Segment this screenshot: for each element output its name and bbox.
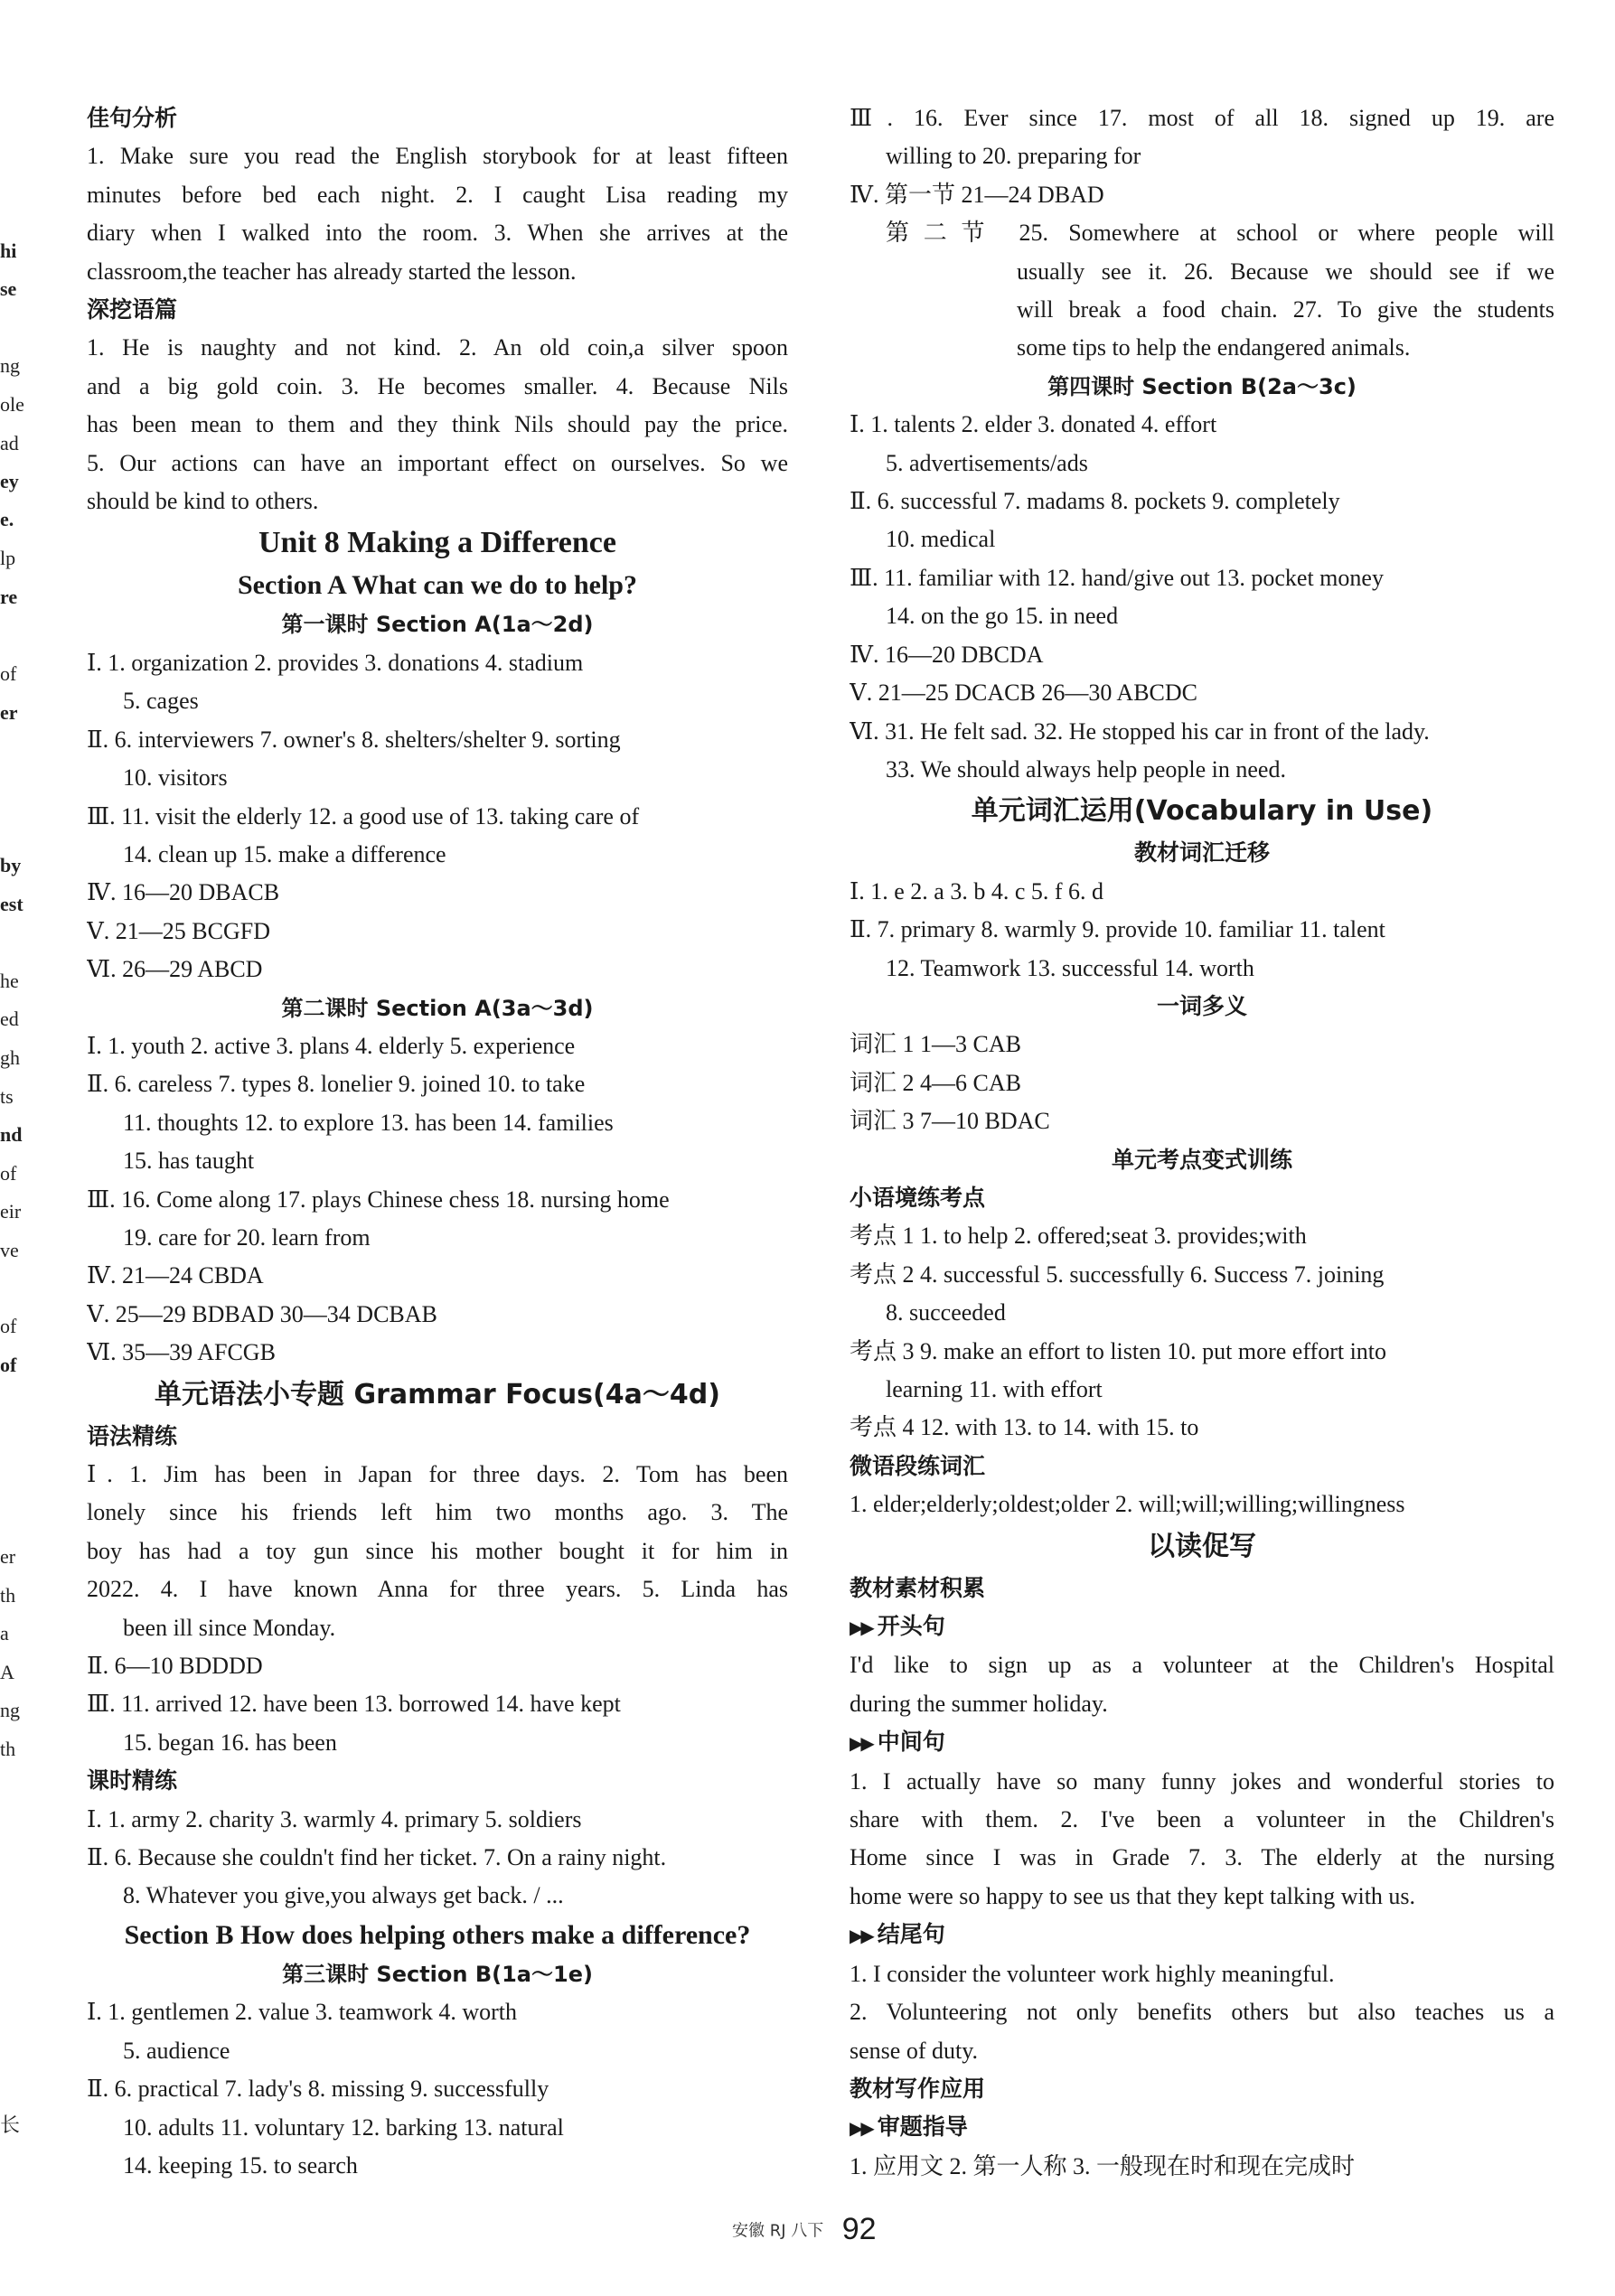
subsection-heading	[850, 988, 1554, 1026]
subsection-heading	[850, 1141, 1554, 1179]
subsection-heading	[87, 291, 788, 329]
text: 中间句	[877, 1729, 945, 1756]
text: some tips to help the endangered animals.	[1017, 334, 1411, 361]
text: Ⅴ. 25—29 BDBAD 30—34 DCBAB	[87, 1300, 437, 1327]
margin-text-fragment: e.	[0, 508, 14, 530]
subsection-heading	[850, 2070, 1554, 2108]
answer-line	[87, 1181, 788, 1219]
text: 5. audience	[123, 2037, 230, 2064]
text: 8. succeeded	[886, 1299, 1006, 1326]
margin-text-fragment: ng	[0, 1699, 20, 1721]
margin-text-fragment: ng	[0, 354, 20, 377]
text: 1. Make sure you read the English storybook for at least fifteen	[87, 143, 788, 170]
text: 以读促写	[1148, 1530, 1256, 1562]
text: 教材写作应用	[850, 2075, 986, 2102]
text: 佳句分析	[87, 105, 178, 131]
margin-text-fragment: ts	[0, 1085, 14, 1108]
subsection-heading	[850, 834, 1554, 872]
answer-line	[87, 759, 788, 797]
answer-line	[850, 1801, 1554, 1839]
subsection-heading	[87, 1762, 788, 1800]
answer-line	[850, 2032, 1554, 2070]
subsection-heading	[850, 1179, 1554, 1217]
answer-line	[87, 1065, 788, 1103]
answer-line	[850, 1064, 1554, 1102]
text: Ⅰ. 1. youth 2. active 3. plans 4. elderly 5. experience	[87, 1032, 576, 1059]
cropped-adjacent-page-edge	[0, 0, 27, 2296]
answer-line	[850, 291, 1554, 329]
answer-line	[87, 137, 788, 175]
answer-line	[87, 1877, 788, 1915]
text: 考点 3 9. make an effort to listen 10. put more effort into	[850, 1337, 1387, 1364]
margin-text-fragment: ole	[0, 393, 24, 416]
text: diary when I walked into the room. 3. When she arrives at the	[87, 220, 788, 247]
answer-line	[850, 1839, 1554, 1877]
text: classroom,the teacher has already started the lesson.	[87, 258, 577, 285]
text: 10. visitors	[123, 764, 228, 792]
text: Ⅲ. 11. visit the elderly 12. a good use of 13. taking care of	[87, 802, 640, 829]
text: 单元词汇运用(Vocabulary in Use)	[971, 795, 1433, 828]
text: Ⅰ. 1. gentlemen 2. value 3. teamwork 4. worth	[87, 1999, 517, 2026]
text: Ⅲ. 11. arrived 12. have been 13. borrowed 14. have kept	[87, 1691, 621, 1718]
margin-text-fragment: nd	[0, 1123, 23, 1146]
text: usually see it. 26. Because we should see if we	[1017, 258, 1554, 285]
text: Ⅱ. 6. careless 7. types 8. lonelier 9. joined 10. to take	[87, 1071, 586, 1098]
answer-line	[850, 253, 1554, 291]
text: Ⅱ. 6. successful 7. madams 8. pockets 9. completely	[850, 488, 1340, 515]
margin-text-fragment: hi	[0, 239, 17, 262]
answer-line	[850, 1102, 1554, 1140]
text: Ⅴ. 21—25 DCACB 26—30 ABCDC	[850, 679, 1197, 707]
answer-line	[87, 214, 788, 252]
text: Ⅲ. 16. Ever since 17. most of all 18. signed up 19. are	[850, 105, 1554, 131]
text: 微语段练词汇	[850, 1452, 986, 1479]
text: 1. I consider the volunteer work highly meaningful.	[850, 1960, 1335, 1987]
answer-line	[850, 1485, 1554, 1523]
answer-line	[850, 483, 1554, 520]
text: 2. Volunteering not only benefits others but also teaches us a	[850, 1999, 1554, 2026]
answer-line	[87, 1570, 788, 1608]
margin-text-fragment: a	[0, 1622, 9, 1645]
text: should be kind to others.	[87, 488, 319, 515]
answer-line	[87, 1647, 788, 1685]
text: 词汇 2 4—6 CAB	[850, 1069, 1021, 1096]
text: Section A What can we do to help?	[238, 570, 637, 601]
lesson-heading	[850, 368, 1554, 406]
answer-line	[87, 836, 788, 874]
subsection-heading	[850, 1448, 1554, 1485]
section-heading	[87, 1916, 788, 1955]
text: 2022. 4. I have known Anna for three years. 5. Linda has	[87, 1576, 788, 1603]
answer-line	[850, 873, 1554, 911]
answer-line	[850, 214, 1554, 252]
text: Ⅱ. 7. primary 8. warmly 9. provide 10. familiar 11. talent	[850, 916, 1385, 943]
answer-line	[850, 636, 1554, 674]
margin-text-fragment: er	[0, 701, 18, 724]
answer-line	[87, 1142, 788, 1180]
answer-line	[87, 445, 788, 483]
text: 开头句	[877, 1613, 945, 1640]
text: 词汇 1 1—3 CAB	[850, 1031, 1021, 1058]
text: Ⅲ. 16. Come along 17. plays Chinese chess 18. nursing home	[87, 1185, 670, 1213]
answer-line	[850, 137, 1554, 175]
answer-line	[87, 2147, 788, 2185]
text: 第三课时 Section B(1a～1e)	[282, 1961, 593, 1987]
text: 33. We should always help people in need.	[886, 755, 1286, 783]
text: I'd like to sign up as a volunteer at the Children's Hospital	[850, 1652, 1554, 1679]
subsection-heading	[87, 1418, 788, 1456]
unit-title	[87, 520, 788, 566]
lesson-heading	[87, 1955, 788, 1993]
text: 第四课时 Section B(2a～3c)	[1047, 373, 1357, 399]
margin-text-fragment: th	[0, 1584, 16, 1607]
subsection-heading	[850, 1570, 1554, 1607]
answer-line	[87, 644, 788, 682]
page-footer	[732, 2212, 1003, 2247]
text: Ⅳ. 16—20 DBCDA	[850, 641, 1044, 668]
margin-text-fragment: of	[0, 1315, 17, 1337]
answer-line	[87, 2032, 788, 2070]
margin-text-fragment: ey	[0, 470, 19, 492]
subsection-heading	[87, 99, 788, 137]
text: 10. medical	[886, 526, 996, 553]
text: Ⅰ. 1. Jim has been in Japan for three days. 2. Tom has been	[87, 1461, 788, 1487]
text: has been mean to them and they think Nils should pay the price.	[87, 411, 788, 438]
lesson-heading	[87, 605, 788, 643]
answer-line	[87, 1219, 788, 1257]
text: been ill since Monday.	[123, 1614, 336, 1641]
text: home were so happy to see us that they kept talking with us.	[850, 1882, 1416, 1909]
margin-text-fragment: ad	[0, 432, 19, 455]
answer-line	[87, 368, 788, 406]
answer-line	[87, 1257, 788, 1295]
margin-text-fragment: se	[0, 277, 17, 300]
answer-line	[850, 1409, 1554, 1447]
answer-line	[87, 406, 788, 444]
margin-text-fragment: he	[0, 970, 19, 992]
text: 小语境练考点	[850, 1184, 986, 1211]
answer-line	[87, 874, 788, 912]
margin-text-fragment: th	[0, 1738, 16, 1760]
margin-text-fragment: ed	[0, 1007, 19, 1030]
answer-line	[87, 253, 788, 291]
text: boy has had a toy gun since his mother bought it for him in	[87, 1537, 788, 1564]
answer-line	[850, 1878, 1554, 1916]
answer-line	[87, 1609, 788, 1647]
text: 11. thoughts 12. to explore 13. has been 14. families	[123, 1109, 614, 1136]
text: share with them. 2. I've been a volunteer in the Children's	[850, 1806, 1554, 1833]
margin-text-fragment: of	[0, 1162, 17, 1185]
subsection-heading	[850, 2108, 1554, 2147]
text: lonely since his friends left him two months ago. 3. The	[87, 1499, 788, 1526]
text: 单元语法小专题 Grammar Focus(4a～4d)	[155, 1378, 720, 1410]
text: Ⅱ. 6—10 BDDDD	[87, 1653, 263, 1680]
text: 14. on the go 15. in need	[886, 603, 1119, 630]
text: 1. 应用文 2. 第一人称 3. 一般现在时和现在完成时	[850, 2152, 1356, 2179]
text: 单元考点变式训练	[1111, 1146, 1292, 1173]
text: during the summer holiday.	[850, 1690, 1108, 1717]
margin-text-fragment: of	[0, 662, 17, 685]
margin-text-fragment: by	[0, 854, 22, 876]
double-arrow-icon: ▶▶	[850, 2117, 872, 2140]
answer-line	[850, 911, 1554, 949]
text: Ⅳ. 21—24 CBDA	[87, 1262, 264, 1289]
text: Ⅰ. 1. organization 2. provides 3. donations 4. stadium	[87, 649, 584, 676]
answer-line	[850, 1955, 1554, 1993]
double-arrow-icon: ▶▶	[850, 1732, 872, 1755]
text: Unit 8 Making a Difference	[258, 526, 616, 560]
double-arrow-icon: ▶▶	[850, 1617, 872, 1639]
answer-line	[87, 1685, 788, 1723]
section-heading	[87, 566, 788, 605]
text: 第二课时 Section A(3a～3d)	[281, 995, 594, 1021]
text: Section B How does helping others make a difference?	[124, 1919, 751, 1950]
text: 15. began 16. has been	[123, 1729, 337, 1756]
right-column	[850, 99, 1554, 2186]
text: Ⅲ. 11. familiar with 12. hand/give out 13. pocket money	[850, 564, 1384, 591]
text: 第一课时 Section A(1a～2d)	[281, 612, 594, 638]
text: sense of duty.	[850, 2037, 979, 2064]
subsection-heading	[850, 1607, 1554, 1646]
text: 审题指导	[877, 2113, 968, 2141]
text: 5. Our actions can have an important effect on ourselves. So we	[87, 449, 788, 476]
margin-text-fragment: 长	[0, 2113, 21, 2136]
text: 12. Teamwork 13. successful 14. worth	[886, 954, 1254, 981]
text: minutes before bed each night. 2. I caught Lisa reading my	[87, 181, 788, 208]
margin-text-fragment: lp	[0, 547, 16, 569]
text: Ⅵ. 35—39 AFCGB	[87, 1339, 276, 1366]
answer-line	[850, 674, 1554, 712]
answer-line	[850, 713, 1554, 751]
margin-text-fragment: gh	[0, 1046, 20, 1069]
text: 14. clean up 15. make a difference	[123, 840, 446, 867]
margin-text-fragment: A	[0, 1661, 14, 1683]
answer-line	[87, 1456, 788, 1494]
text: 词汇 3 7—10 BDAC	[850, 1108, 1050, 1135]
text: 考点 4 12. with 13. to 14. with 15. to	[850, 1414, 1199, 1441]
subsection-heading	[87, 1373, 788, 1418]
text: 8. Whatever you give,you always get back. / ...	[123, 1882, 564, 1909]
text: Ⅰ. 1. talents 2. elder 3. donated 4. effort	[850, 411, 1217, 438]
text: 考点 2 4. successful 5. successfully 6. Success 7. joining	[850, 1260, 1385, 1288]
answer-line	[87, 913, 788, 951]
answer-line	[850, 1685, 1554, 1723]
answer-line	[87, 2109, 788, 2147]
margin-text-fragment: eir	[0, 1200, 22, 1223]
text: Ⅰ. 1. army 2. charity 3. warmly 4. primary 5. soldiers	[87, 1805, 582, 1832]
answer-line	[87, 951, 788, 989]
answer-line	[87, 1296, 788, 1334]
answer-line	[850, 1256, 1554, 1294]
answer-line	[87, 329, 788, 367]
answer-line	[850, 176, 1554, 214]
answer-line	[850, 520, 1554, 558]
text: learning 11. with effort	[886, 1376, 1103, 1402]
margin-text-fragment: of	[0, 1354, 17, 1376]
margin-text-fragment: er	[0, 1545, 16, 1568]
text: 深挖语篇	[87, 296, 178, 323]
answer-line	[87, 682, 788, 720]
text: Ⅰ. 1. e 2. a 3. b 4. c 5. f 6. d	[850, 877, 1104, 904]
answer-line	[850, 329, 1554, 367]
text: 19. care for 20. learn from	[123, 1223, 371, 1251]
answer-line	[850, 1371, 1554, 1409]
answer-line	[850, 1993, 1554, 2031]
margin-text-fragment: est	[0, 893, 23, 915]
text: 5. advertisements/ads	[886, 449, 1088, 476]
answer-line	[87, 483, 788, 520]
text: Ⅱ. 6. Because she couldn't find her ticket. 7. On a rainy night.	[87, 1844, 667, 1871]
text: Ⅵ. 31. He felt sad. 32. He stopped his car in front of the lady.	[850, 717, 1430, 745]
answer-line	[87, 1334, 788, 1372]
page-number: 92	[841, 2212, 877, 2246]
text: Ⅱ. 6. practical 7. lady's 8. missing 9. successfully	[87, 2076, 549, 2103]
answer-line	[850, 2148, 1554, 2186]
answer-line	[850, 1217, 1554, 1255]
text: Ⅱ. 6. interviewers 7. owner's 8. shelters/shelter 9. sorting	[87, 726, 621, 753]
answer-line	[850, 1333, 1554, 1371]
answer-line	[850, 597, 1554, 635]
answer-line	[87, 1993, 788, 2031]
left-column	[87, 99, 788, 2185]
answer-line	[87, 1532, 788, 1570]
text: 考点 1 1. to help 2. offered;seat 3. provides;with	[850, 1223, 1307, 1250]
text: 1. I actually have so many funny jokes and wonderful stories to	[850, 1767, 1554, 1795]
answer-line	[87, 1839, 788, 1877]
answer-line	[850, 1646, 1554, 1684]
text: 语法精练	[87, 1422, 178, 1449]
double-arrow-icon: ▶▶	[850, 1925, 872, 1947]
margin-text-fragment: re	[0, 586, 18, 608]
answer-line	[87, 798, 788, 836]
text: 1. elder;elderly;oldest;older 2. will;will;willing;willingness	[850, 1491, 1405, 1518]
margin-text-fragment: ve	[0, 1239, 19, 1261]
answer-line	[850, 406, 1554, 444]
text: will break a food chain. 27. To give the students	[1017, 296, 1554, 323]
answer-line	[87, 2070, 788, 2108]
text: Ⅳ. 第一节 21—24 DBAD	[850, 181, 1104, 208]
text: Ⅵ. 26—29 ABCD	[87, 956, 263, 983]
answer-line	[850, 751, 1554, 789]
text: 一词多义	[1156, 992, 1247, 1019]
answer-line	[850, 445, 1554, 483]
answer-line	[850, 950, 1554, 988]
text: 教材素材积累	[850, 1574, 986, 1601]
answer-line	[850, 1026, 1554, 1064]
text: Ⅳ. 16—20 DBACB	[87, 879, 280, 906]
text: 课时精练	[87, 1767, 178, 1795]
subsection-heading	[850, 1916, 1554, 1954]
text: 教材词汇迁移	[1133, 839, 1270, 867]
answer-line	[850, 99, 1554, 137]
subsection-heading	[850, 789, 1554, 834]
answer-line	[850, 1763, 1554, 1801]
answer-line	[87, 1494, 788, 1532]
answer-line	[87, 176, 788, 214]
answer-line	[87, 1801, 788, 1839]
text: 14. keeping 15. to search	[123, 2151, 358, 2179]
text: 10. adults 11. voluntary 12. barking 13. natural	[123, 2113, 564, 2141]
text: 结尾句	[877, 1921, 945, 1948]
footer-edition-label: 安徽 RJ 八下	[732, 2221, 824, 2241]
subsection-heading	[850, 1723, 1554, 1762]
text: 15. has taught	[123, 1148, 255, 1175]
text: Home since I was in Grade 7. 3. The elderly at the nursing	[850, 1844, 1554, 1871]
answer-line	[87, 1104, 788, 1142]
lesson-heading	[87, 989, 788, 1027]
answer-line	[87, 1724, 788, 1762]
subsection-heading	[850, 1524, 1554, 1570]
answer-line	[850, 559, 1554, 597]
answer-line	[87, 721, 788, 759]
text: Ⅴ. 21—25 BCGFD	[87, 917, 270, 944]
text: 1. He is naughty and not kind. 2. An old coin,a silver spoon	[87, 334, 788, 361]
text: 第二节 25. Somewhere at school or where people will	[886, 220, 1554, 247]
answer-line	[87, 1027, 788, 1065]
text: 5. cages	[123, 688, 199, 715]
answer-line	[850, 1294, 1554, 1332]
text: willing to 20. preparing for	[886, 143, 1141, 170]
text: and a big gold coin. 3. He becomes smaller. 4. Because Nils	[87, 372, 788, 399]
